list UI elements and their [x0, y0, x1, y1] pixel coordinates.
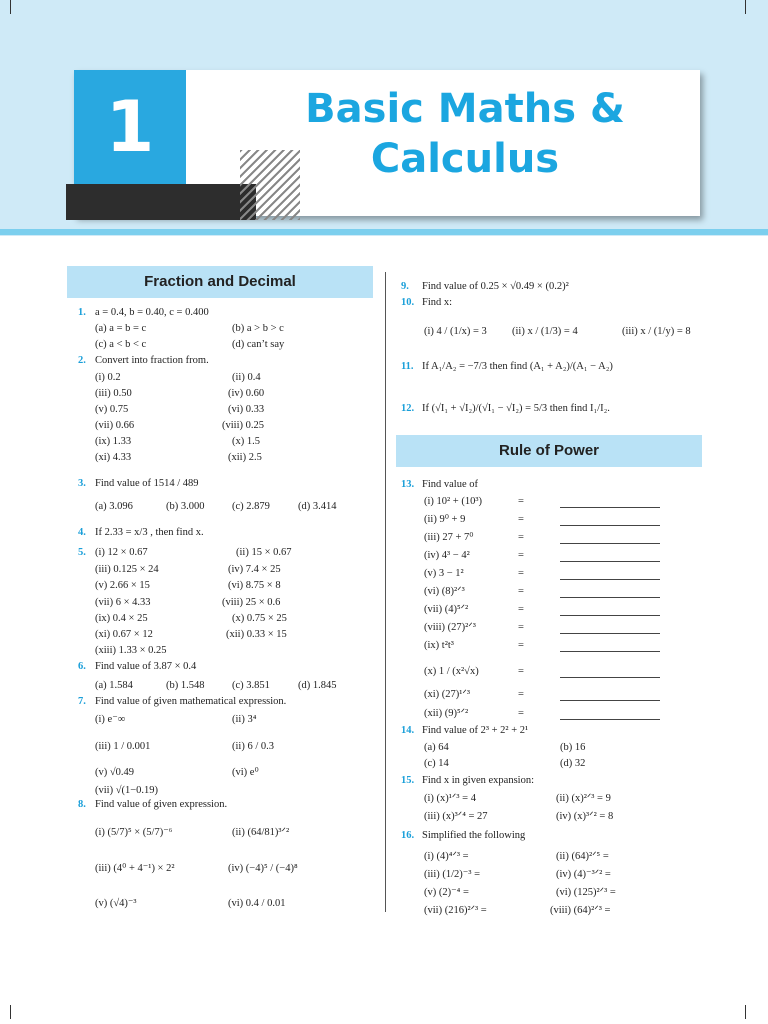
option-item: (v) 0.75: [95, 404, 129, 415]
question-text: Find value of given expression.: [95, 799, 228, 810]
question-number: 4.: [78, 527, 86, 538]
banner-stripe: [0, 229, 768, 235]
option-item: (b) 16: [560, 742, 586, 753]
question-number: 5.: [78, 547, 86, 558]
option-item: (c) 14: [424, 758, 449, 769]
option-item: (i) (4)⁴ᐟ³ =: [424, 851, 469, 862]
option-item: (a) 3.096: [95, 501, 133, 512]
question-number: 11.: [401, 361, 414, 372]
section-header-fraction-decimal: Fraction and Decimal: [67, 266, 373, 298]
option-item: (ii) 9⁰ + 9: [424, 514, 466, 525]
option-item: (i) (x)¹ᐟ³ = 4: [424, 793, 476, 804]
crop-mark: [10, 1005, 11, 1019]
question-text: If (√I₁ + √I₂)/(√I₁ − √I₂) = 5/3 then find I₁/I₂.: [422, 403, 610, 414]
option-item: (d) 3.414: [298, 501, 337, 512]
option-item: (c) a < b < c: [95, 339, 147, 350]
question-number: 13.: [401, 479, 415, 490]
option-item: (viii) 25 × 0.6: [222, 597, 281, 608]
answer-blank-line[interactable]: [560, 561, 660, 562]
option-item: (d) 1.845: [298, 680, 337, 691]
question-text: Find x:: [422, 297, 453, 308]
option-item: (viii) (27)²ᐟ³: [424, 622, 476, 633]
option-item: (iii) 0.125 × 24: [95, 564, 159, 575]
question-number: 3.: [78, 478, 86, 489]
option-item: (vi) 0.33: [228, 404, 265, 415]
option-item: (vii) (4)⁵ᐟ²: [424, 604, 469, 615]
option-item: (iv) 4³ − 4²: [424, 550, 470, 561]
option-item: (vi) 0.4 / 0.01: [228, 898, 286, 909]
section-header-rule-of-power: Rule of Power: [396, 435, 702, 467]
equals-sign: =: [518, 689, 524, 700]
question-text: Find value of 0.25 × √0.49 × (0.2)²: [422, 281, 569, 292]
option-item: (c) 2.879: [232, 501, 270, 512]
answer-blank-line[interactable]: [560, 719, 660, 720]
option-item: (viii) (64)²ᐟ³ =: [550, 905, 611, 916]
chapter-number: 1: [105, 86, 155, 168]
option-item: (a) 64: [424, 742, 449, 753]
option-item: (iv) 0.60: [228, 388, 265, 399]
question-text: Find value of 1514 / 489: [95, 478, 199, 489]
option-item: (ii) (64/81)³ᐟ²: [232, 827, 290, 838]
chapter-title-line1: Basic Maths &: [305, 86, 625, 132]
option-item: (i) 4 / (1/x) = 3: [424, 326, 487, 337]
question-number: 7.: [78, 696, 86, 707]
question-number: 9.: [401, 281, 409, 292]
question-number: 16.: [401, 830, 415, 841]
answer-blank-line[interactable]: [560, 677, 660, 678]
crop-mark: [745, 0, 746, 14]
option-item: (ix) 0.4 × 25: [95, 613, 148, 624]
option-item: (iii) 1 / 0.001: [95, 741, 151, 752]
option-item: (iv) (4)⁻³ᐟ² =: [556, 869, 611, 880]
question-number: 15.: [401, 775, 415, 786]
option-item: (v) (√4)⁻³: [95, 898, 137, 909]
option-item: (v) (2)⁻⁴ =: [424, 887, 469, 898]
option-item: (ix) 1.33: [95, 436, 132, 447]
answer-blank-line[interactable]: [560, 700, 660, 701]
option-item: (xii) 2.5: [228, 452, 262, 463]
option-item: (v) √0.49: [95, 767, 135, 778]
question-number: 2.: [78, 355, 86, 366]
question-number: 12.: [401, 403, 415, 414]
option-item: (a) a = b = c: [95, 323, 147, 334]
option-item: (v) 2.66 × 15: [95, 580, 150, 591]
option-item: (i) 10² + (10³): [424, 496, 482, 507]
option-item: (vii) 0.66: [95, 420, 135, 431]
question-number: 10.: [401, 297, 415, 308]
equals-sign: =: [518, 708, 524, 719]
question-number: 14.: [401, 725, 415, 736]
option-item: (ii) 0.4: [232, 372, 261, 383]
option-item: (x) 1.5: [232, 436, 260, 447]
option-item: (xi) 4.33: [95, 452, 132, 463]
option-item: (vii) 6 × 4.33: [95, 597, 151, 608]
option-item: (ii) (x)²ᐟ³ = 9: [556, 793, 611, 804]
question-number: 6.: [78, 661, 86, 672]
equals-sign: =: [518, 604, 524, 615]
hatch-decoration: [240, 150, 300, 220]
option-item: (iv) 7.4 × 25: [228, 564, 281, 575]
option-item: (xii) 0.33 × 15: [226, 629, 287, 640]
option-item: (vii) (216)²ᐟ³ =: [424, 905, 487, 916]
option-item: (iii) x / (1/y) = 8: [622, 326, 691, 337]
question-text: Find value of: [422, 479, 478, 490]
option-item: (i) e⁻∞: [95, 714, 126, 725]
question-number: 8.: [78, 799, 86, 810]
equals-sign: =: [518, 532, 524, 543]
option-item: (v) 3 − 1²: [424, 568, 464, 579]
option-item: (b) a > b > c: [232, 323, 284, 334]
answer-blank-line[interactable]: [560, 651, 660, 652]
question-text: Find value of 2³ + 2² + 2¹: [422, 725, 529, 736]
option-item: (i) (5/7)⁵ × (5/7)⁻⁶: [95, 827, 173, 838]
option-item: (ii) 15 × 0.67: [236, 547, 292, 558]
option-item: (iii) 0.50: [95, 388, 132, 399]
equals-sign: =: [518, 622, 524, 633]
option-item: (xii) (9)⁵ᐟ²: [424, 708, 469, 719]
equals-sign: =: [518, 568, 524, 579]
option-item: (vi) 8.75 × 8: [228, 580, 281, 591]
question-text: (i) 12 × 0.67: [95, 547, 148, 558]
option-item: (vi) e⁰: [232, 767, 259, 778]
option-item: (b) 3.000: [166, 501, 205, 512]
option-item: (ii) x / (1/3) = 4: [512, 326, 578, 337]
equals-sign: =: [518, 496, 524, 507]
option-item: (ii) 3⁴: [232, 714, 257, 725]
crop-mark: [10, 0, 11, 14]
question-number: 1.: [78, 307, 86, 318]
option-item: (viii) 0.25: [222, 420, 264, 431]
question-text: a = 0.4, b = 0.40, c = 0.400: [95, 307, 209, 318]
option-item: (iii) (1/2)⁻³ =: [424, 869, 481, 880]
option-item: (xi) (27)¹ᐟ³: [424, 689, 471, 700]
option-item: (ii) 6 / 0.3: [232, 741, 274, 752]
answer-blank-line[interactable]: [560, 525, 660, 526]
chapter-title-line2: Calculus: [370, 136, 560, 182]
question-text: Find value of given mathematical expression.: [95, 696, 287, 707]
question-text: Convert into fraction from.: [95, 355, 209, 366]
question-text: If 2.33 = x/3 , then find x.: [95, 527, 204, 538]
option-item: (ix) t²t³: [424, 640, 454, 651]
option-item: (iv) (−4)⁵ / (−4)⁸: [228, 863, 298, 874]
question-text: Simplified the following: [422, 830, 526, 841]
option-item: (c) 3.851: [232, 680, 270, 691]
question-text: If A₁/A₂ = −7/3 then find (A₁ + A₂)/(A₁ − A₂): [422, 361, 613, 372]
option-item: (iii) (x)³ᐟ⁴ = 27: [424, 811, 488, 822]
option-item: (xi) 0.67 × 12: [95, 629, 153, 640]
option-item: (iv) (x)³ᐟ² = 8: [556, 811, 614, 822]
question-text: Find value of 3.87 × 0.4: [95, 661, 197, 672]
crop-mark: [745, 1005, 746, 1019]
answer-blank-line[interactable]: [560, 579, 660, 580]
option-item: (a) 1.584: [95, 680, 133, 691]
option-item: (ii) (64)²ᐟ⁵ =: [556, 851, 609, 862]
option-item: (d) 32: [560, 758, 586, 769]
equals-sign: =: [518, 550, 524, 561]
answer-blank-line[interactable]: [560, 633, 660, 634]
equals-sign: =: [518, 666, 524, 677]
option-item: (x) 0.75 × 25: [232, 613, 287, 624]
option-item: (xiii) 1.33 × 0.25: [95, 645, 167, 656]
option-item: (vi) (125)²ᐟ³ =: [556, 887, 616, 898]
column-divider: [385, 272, 386, 912]
answer-blank-line[interactable]: [560, 597, 660, 598]
chapter-number-shadow-bar: [66, 184, 256, 220]
option-item: (x) 1 / (x²√x): [424, 666, 479, 677]
answer-blank-line[interactable]: [560, 543, 660, 544]
option-item: (b) 1.548: [166, 680, 205, 691]
equals-sign: =: [518, 514, 524, 525]
option-item: (iii) 27 + 7⁰: [424, 532, 474, 543]
option-item: (vi) (8)²ᐟ³: [424, 586, 465, 597]
option-item: (i) 0.2: [95, 372, 121, 383]
question-text: Find x in given expansion:: [422, 775, 534, 786]
equals-sign: =: [518, 586, 524, 597]
option-item: (iii) (4⁰ + 4⁻¹) × 2²: [95, 863, 175, 874]
option-item: (d) can’t say: [232, 339, 285, 350]
option-item: (vii) √(1−0.19): [95, 785, 159, 796]
answer-blank-line[interactable]: [560, 507, 660, 508]
chapter-title: [300, 84, 630, 184]
answer-blank-line[interactable]: [560, 615, 660, 616]
equals-sign: =: [518, 640, 524, 651]
